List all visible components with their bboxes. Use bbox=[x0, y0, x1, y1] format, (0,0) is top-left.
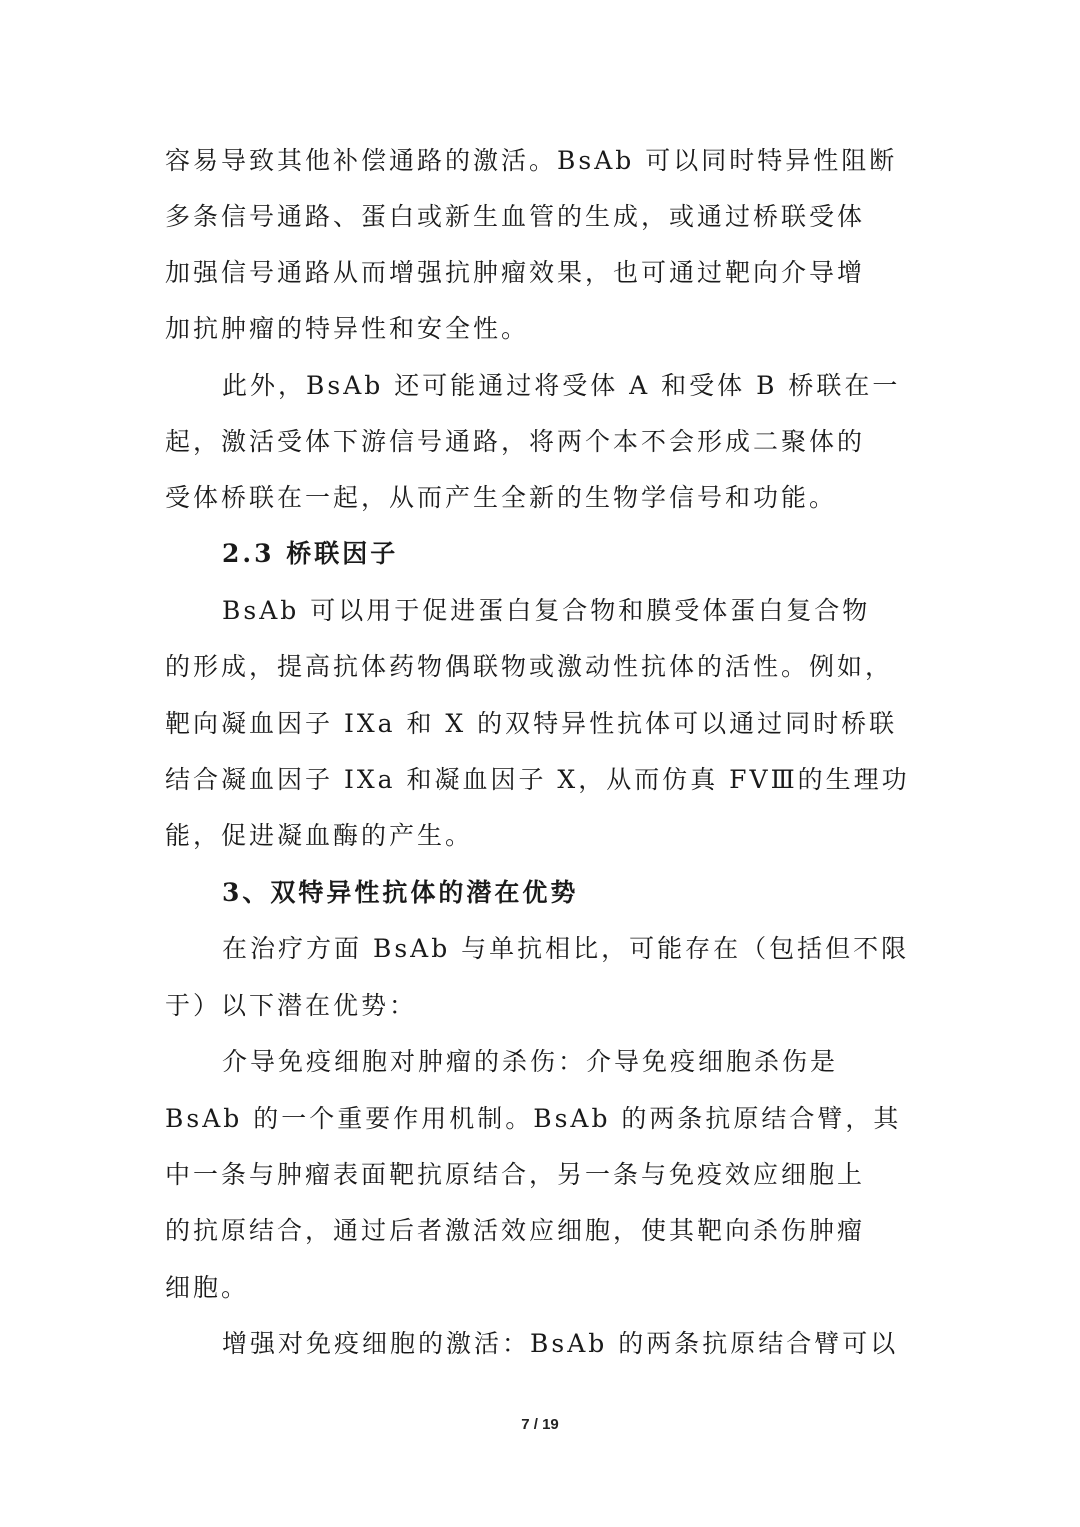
paragraph-line: 的抗原结合，通过后者激活效应细胞，使其靶向杀伤肿瘤 bbox=[165, 1216, 866, 1245]
section-heading-2-3: 2.3 桥联因子 bbox=[222, 539, 399, 568]
paragraph-line: 的形成，提高抗体药物偶联物或激动性抗体的活性。例如， bbox=[165, 652, 894, 681]
paragraph-line: 细胞。 bbox=[165, 1273, 250, 1302]
paragraph-line: 起，激活受体下游信号通路，将两个本不会形成二聚体的 bbox=[165, 427, 866, 456]
paragraph-line: BsAb 可以用于促进蛋白复合物和膜受体蛋白复合物 bbox=[222, 596, 871, 625]
paragraph-line: 增强对免疫细胞的激活：BsAb 的两条抗原结合臂可以 bbox=[222, 1329, 899, 1358]
paragraph-line: 容易导致其他补偿通路的激活。BsAb 可以同时特异性阻断 bbox=[165, 146, 898, 175]
paragraph-line: 加抗肿瘤的特异性和安全性。 bbox=[165, 314, 530, 343]
paragraph-line: 能，促进凝血酶的产生。 bbox=[165, 821, 474, 850]
paragraph-line: 此外，BsAb 还可能通过将受体 A 和受体 B 桥联在一 bbox=[222, 371, 901, 400]
paragraph-line: 加强信号通路从而增强抗肿瘤效果，也可通过靶向介导增 bbox=[165, 258, 866, 287]
paragraph-line: 在治疗方面 BsAb 与单抗相比，可能存在（包括但不限 bbox=[222, 934, 910, 963]
paragraph-line: 于）以下潜在优势： bbox=[165, 991, 418, 1020]
page-number: 7 / 19 bbox=[521, 1416, 559, 1433]
section-heading-3: 3、双特异性抗体的潜在优势 bbox=[222, 878, 579, 907]
paragraph-line: 靶向凝血因子 IXa 和 X 的双特异性抗体可以通过同时桥联 bbox=[165, 709, 898, 738]
paragraph-line: 介导免疫细胞对肿瘤的杀伤：介导免疫细胞杀伤是 bbox=[222, 1047, 839, 1076]
paragraph-line: 结合凝血因子 IXa 和凝血因子 X，从而仿真 FVⅢ的生理功 bbox=[165, 765, 910, 794]
paragraph-line: 受体桥联在一起，从而产生全新的生物学信号和功能。 bbox=[165, 483, 838, 512]
paragraph-line: 多条信号通路、蛋白或新生血管的生成，或通过桥联受体 bbox=[165, 202, 866, 231]
paragraph-line: BsAb 的一个重要作用机制。BsAb 的两条抗原结合臂，其 bbox=[165, 1104, 902, 1133]
paragraph-line: 中一条与肿瘤表面靶抗原结合，另一条与免疫效应细胞上 bbox=[165, 1160, 866, 1189]
